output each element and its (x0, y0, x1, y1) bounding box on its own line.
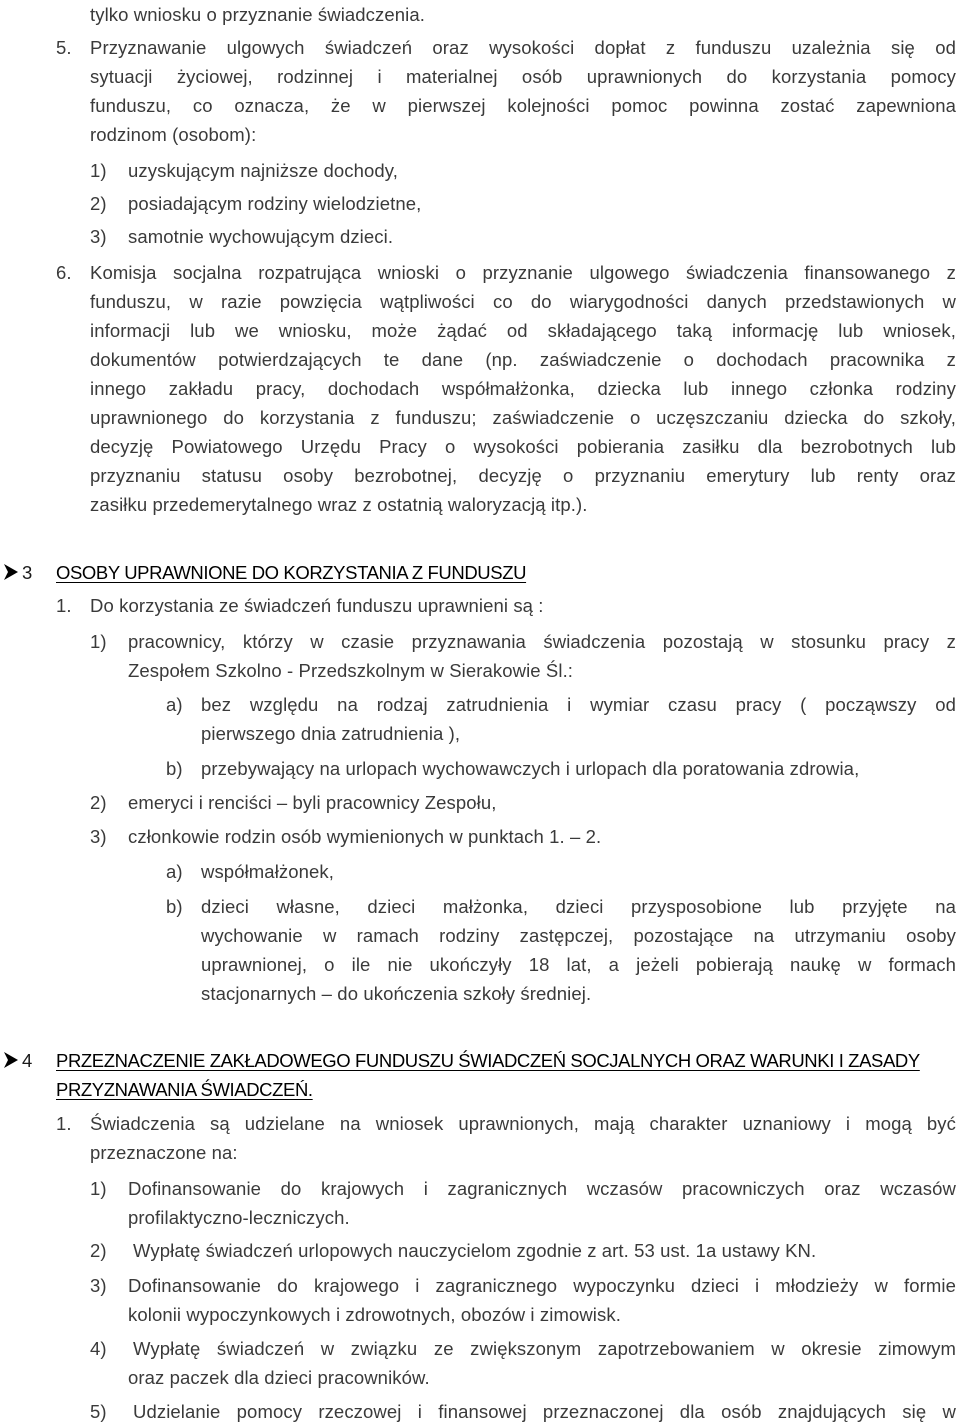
list-number: 1. (56, 1113, 72, 1134)
list-item (0, 822, 960, 851)
list-letter: b) (166, 896, 183, 917)
list-letter: b) (166, 758, 183, 779)
list-number: 2) (90, 193, 107, 214)
section-title: OSOBY UPRAWNIONE DO KORZYSTANIA Z FUNDUSZU (56, 562, 527, 583)
list-text: Dofinansowanie do krajowych i zagranicznych wczasów pracowniczych oraz wczasów (128, 1178, 956, 1199)
text-line (0, 287, 960, 316)
paragraph-text: przyznaniu statusu osoby bezrobotnej, decyzję o przyznaniu emerytury lub renty oraz (90, 465, 956, 486)
list-text: pracownicy, którzy w czasie przyznawania świadczenia pozostają w stosunku pracy z (128, 631, 956, 652)
list-item (0, 33, 960, 62)
text-line (0, 979, 960, 1008)
list-item (0, 857, 960, 886)
text-line (0, 1363, 960, 1392)
list-item (0, 892, 960, 921)
text-line (0, 432, 960, 461)
text-line (0, 656, 960, 685)
text-line (0, 62, 960, 91)
list-number: 4) (90, 1338, 107, 1359)
list-text: Wypłatę świadczeń urlopowych nauczycielom zgodnie z art. 53 ust. 1a ustawy KN. (133, 1240, 817, 1261)
text-line (0, 1300, 960, 1329)
list-item (0, 258, 960, 287)
paragraph-text: rodzinom (osobom): (90, 124, 257, 145)
list-item (0, 627, 960, 656)
list-letter: a) (166, 694, 183, 715)
text-line (0, 950, 960, 979)
list-number: 1) (90, 160, 107, 181)
list-number: 2) (90, 792, 107, 813)
paragraph-text: Przyznawanie ulgowych świadczeń oraz wysokości dopłat z funduszu uzależnia się od (90, 37, 956, 58)
text-line (0, 345, 960, 374)
text-line (0, 120, 960, 149)
list-item (0, 591, 960, 620)
list-number: 3) (90, 826, 107, 847)
text-line (0, 1138, 960, 1167)
list-item (0, 1109, 960, 1138)
list-item (0, 1236, 960, 1265)
list-number: 1. (56, 595, 72, 616)
list-text: Wypłatę świadczeń w związku ze zwiększonym zapotrzebowaniem w okresie zimowym (133, 1338, 956, 1359)
section-title: PRZYZNAWANIA ŚWIADCZEŃ. (56, 1079, 313, 1100)
text-line (0, 316, 960, 345)
list-number: 5) (90, 1401, 107, 1422)
section-number: 4 (22, 1050, 33, 1071)
paragraph-text: Świadczenia są udzielane na wniosek uprawnionych, mają charakter uznaniowy i mogą być (90, 1113, 956, 1134)
list-number: 6. (56, 262, 72, 283)
list-item (0, 1334, 960, 1363)
section-heading (0, 1046, 960, 1075)
list-text: Zespołem Szkolno - Przedszkolnym w Sierakowie Śl.: (128, 660, 574, 681)
list-text: emeryci i renciści – byli pracownicy Zespołu, (128, 792, 497, 813)
list-text: kolonii wypoczynkowych i zdrowotnych, obozów i zimowisk. (128, 1304, 621, 1325)
list-text: wychowanie w ramach rodziny zastępczej, pozostające na utrzymaniu osoby (201, 925, 956, 946)
list-text: członkowie rodzin osób wymienionych w punktach 1. – 2. (128, 826, 602, 847)
list-number: 2) (90, 1240, 107, 1261)
paragraph-text: funduszu, co oznacza, że w pierwszej kolejności pomoc powinna zostać zapewniona (90, 95, 956, 116)
paragraph-text: innego zakładu pracy, dochodach współmałżonka, dziecka lub innego członka rodziny (90, 378, 956, 399)
list-item (0, 1397, 960, 1426)
text-line (0, 374, 960, 403)
list-text: uzyskującym najniższe dochody, (128, 160, 399, 181)
list-letter: a) (166, 861, 183, 882)
section-number: 3 (22, 562, 33, 583)
list-item (0, 189, 960, 218)
list-text: Udzielanie pomocy rzeczowej i finansowej przeznaczonej dla osób znajdujących się w (133, 1401, 956, 1422)
section-title: PRZEZNACZENIE ZAKŁADOWEGO FUNDUSZU ŚWIADCZEŃ SOCJALNYCH ORAZ WARUNKI I ZASADY (56, 1050, 920, 1071)
list-item (0, 156, 960, 185)
list-number: 3) (90, 1275, 107, 1296)
list-text: profilaktyczno-leczniczych. (128, 1207, 350, 1228)
text-line (0, 719, 960, 748)
list-item (0, 1271, 960, 1300)
list-text: uprawnionej, o ile nie ukończyły 18 lat, a jeżeli pobierają naukę w formach (201, 954, 956, 975)
paragraph-text: zasiłku przedemerytalnego wraz z ostatnią waloryzacją itp.). (90, 494, 588, 515)
list-text: oraz paczek dla dzieci pracowników. (128, 1367, 430, 1388)
text-line (0, 1203, 960, 1232)
section-heading (0, 558, 960, 587)
list-number: 1) (90, 1178, 107, 1199)
list-text: posiadającym rodziny wielodzietne, (128, 193, 422, 214)
paragraph-text: funduszu, w razie powzięcia wątpliwości co do wiarygodności danych przedstawionych w (90, 291, 956, 312)
text-line (0, 403, 960, 432)
list-text: bez względu na rodzaj zatrudnienia i wymiar czasu pracy ( począwszy od (201, 694, 956, 715)
list-text: Dofinansowanie do krajowego i zagranicznego wypoczynku dzieci i młodzieży w formie (128, 1275, 956, 1296)
list-item (0, 222, 960, 251)
list-text: stacjonarnych – do ukończenia szkoły średniej. (201, 983, 592, 1004)
list-text: pierwszego dnia zatrudnienia ), (201, 723, 461, 744)
list-text: współmałżonek, (201, 861, 335, 882)
list-item (0, 690, 960, 719)
text-line (0, 461, 960, 490)
paragraph-text: informacji lub we wniosku, może żądać od składającego taką informację lub wniosek, (90, 320, 956, 341)
section-heading-line (0, 1075, 960, 1104)
paragraph-text: dokumentów potwierdzających te dane (np. zaświadczenie o dochodach pracownika z (90, 349, 956, 370)
list-text: samotnie wychowującym dzieci. (128, 226, 394, 247)
list-item (0, 1174, 960, 1203)
text-line (0, 91, 960, 120)
list-item (0, 788, 960, 817)
paragraph-text: tylko wniosku o przyznanie świadczenia. (90, 4, 426, 25)
list-number: 3) (90, 226, 107, 247)
arrowhead-bullet-icon (2, 562, 20, 582)
paragraph-text: Komisja socjalna rozpatrująca wnioski o przyznanie ulgowego świadczenia finansowanego z (90, 262, 956, 283)
text-line (0, 921, 960, 950)
paragraph-text: uprawnionego do korzystania z funduszu; zaświadczenie o uczęszczaniu dziecka do szkoły, (90, 407, 956, 428)
text-line (0, 0, 960, 29)
list-number: 5. (56, 37, 72, 58)
paragraph-text: decyzję Powiatowego Urzędu Pracy o wysokości pobierania zasiłku dla bezrobotnych lub (90, 436, 956, 457)
list-text: dzieci własne, dzieci małżonka, dzieci przysposobione lub przyjęte na (201, 896, 956, 917)
paragraph-text: przeznaczone na: (90, 1142, 238, 1163)
text-line (0, 490, 960, 519)
list-number: 1) (90, 631, 107, 652)
paragraph-text: Do korzystania ze świadczeń funduszu uprawnieni są : (90, 595, 544, 616)
list-item (0, 754, 960, 783)
paragraph-text: sytuacji życiowej, rodzinnej i materialnej osób uprawnionych do korzystania pomocy (90, 66, 956, 87)
arrowhead-bullet-icon (2, 1050, 20, 1070)
list-text: przebywający na urlopach wychowawczych i urlopach dla poratowania zdrowia, (201, 758, 860, 779)
